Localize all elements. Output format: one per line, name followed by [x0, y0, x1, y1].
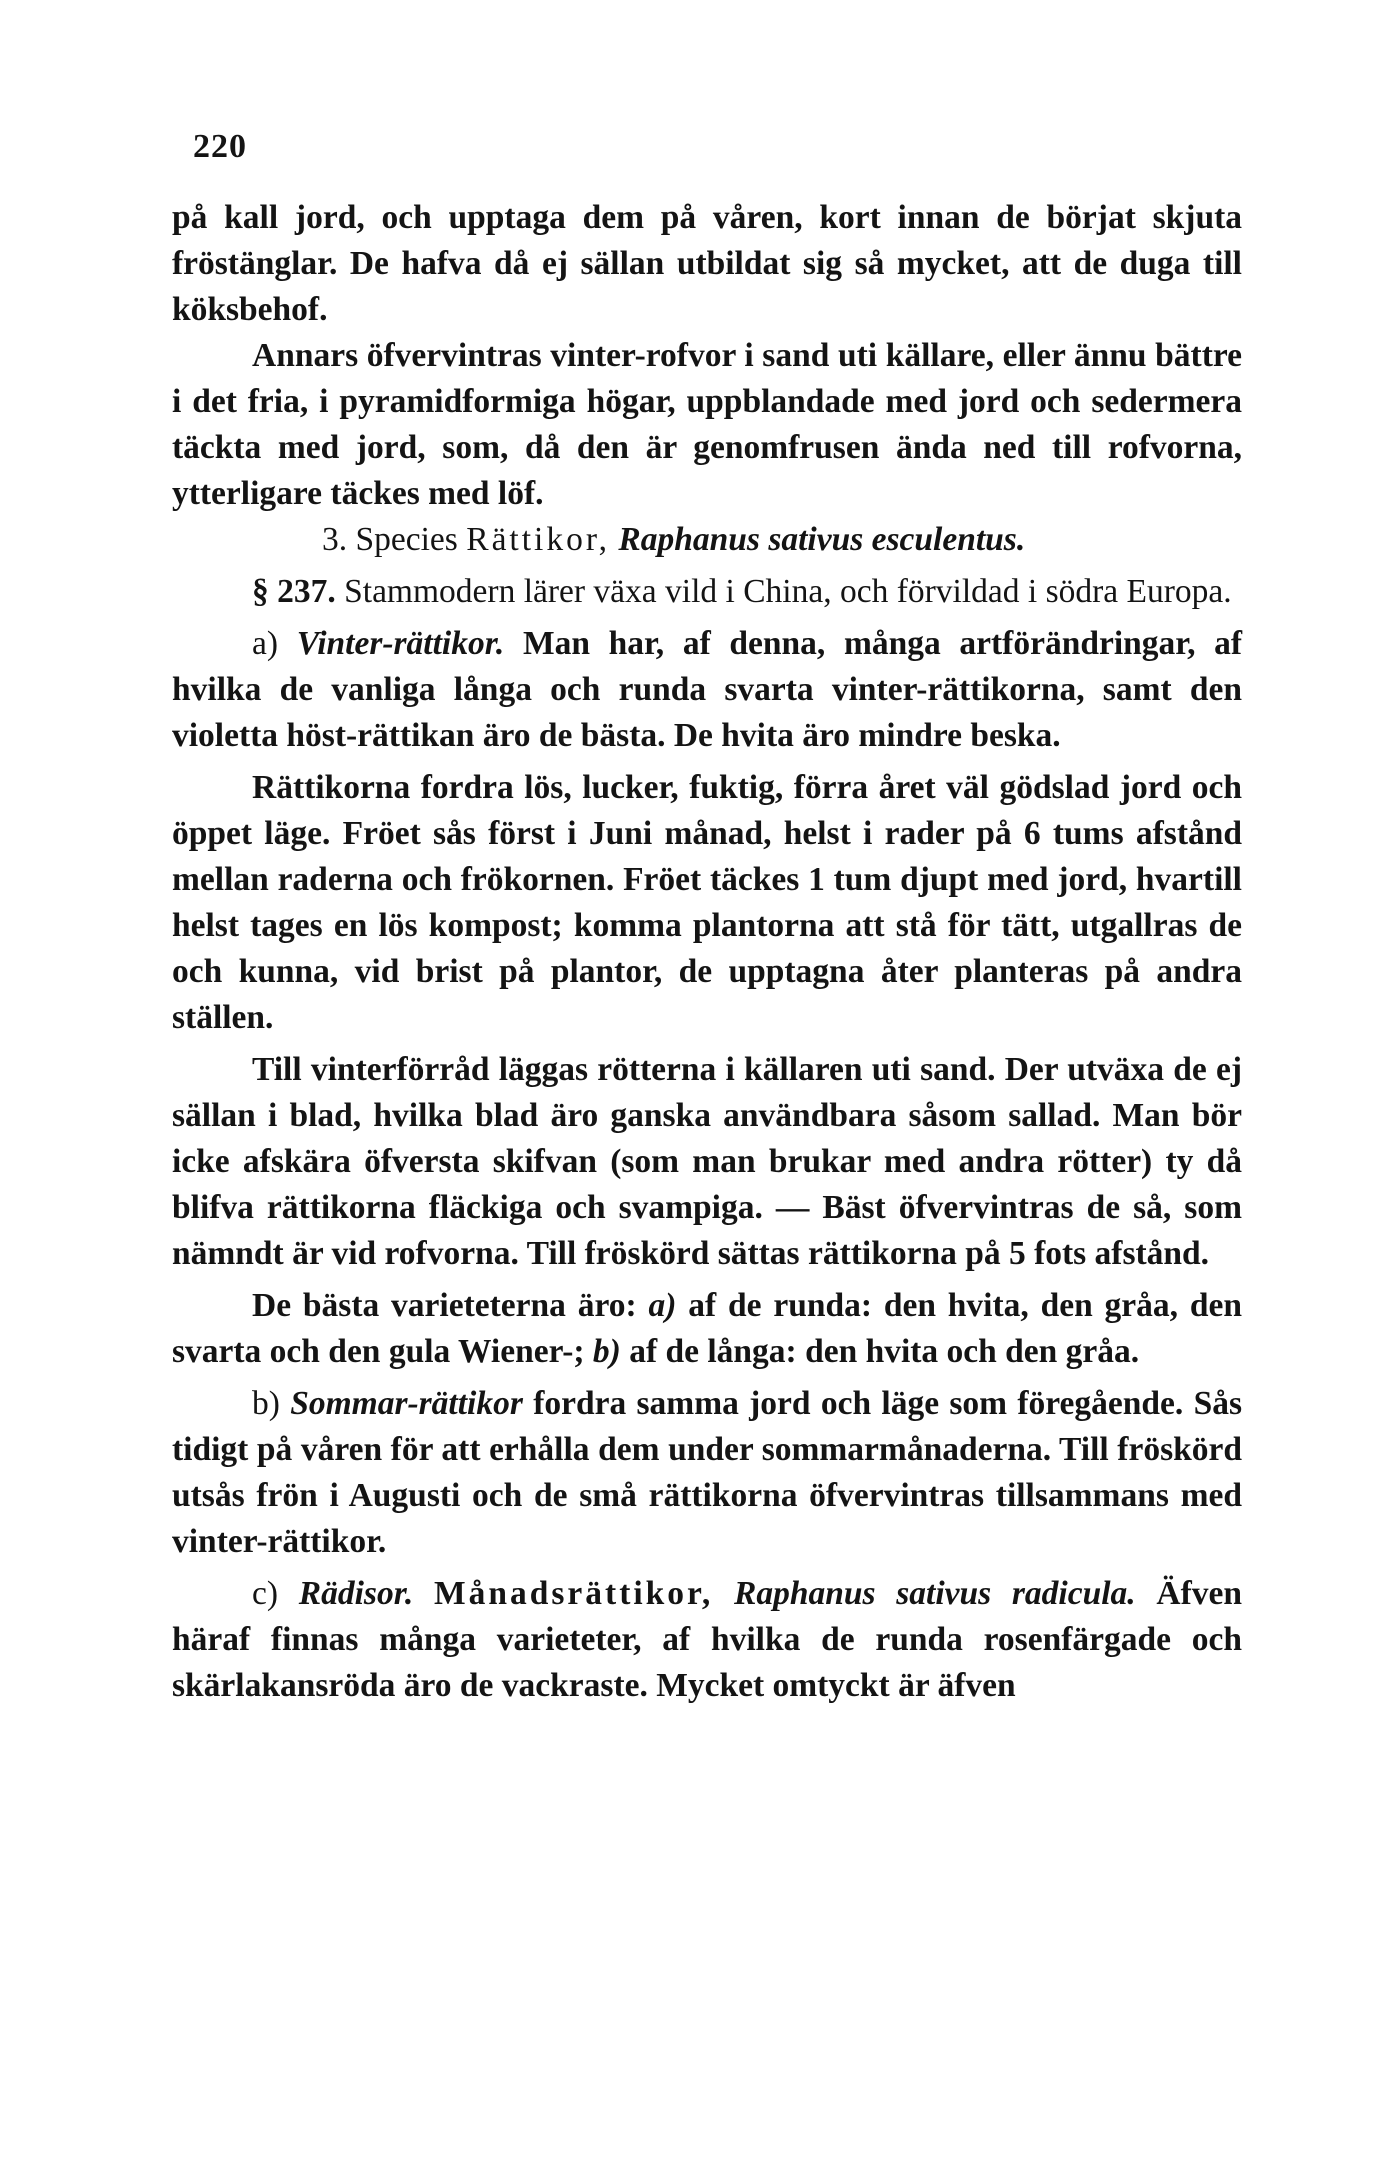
section-number: § 237. [252, 573, 336, 610]
list-label-a: a) [252, 625, 279, 662]
paragraph-soil-requirements: Rättikorna fordra lös, lucker, fuktig, förra året väl gödslad jord och öppet läge. Fröet sås först i Juni månad, helst i rader på 6 tums afstånd mellan raderna och frökornen. Fröet täckes 1 tum djupt med jord, hvartill helst tages en lös kompost; komma plantorna att stå för tätt, utgallras de och kunna, vid brist på plantor, de upptagna åter planteras på andra ställen. [172, 769, 1242, 1036]
term-monthly-radishes: Månadsrättikor, [434, 1575, 714, 1612]
paragraph-winter-storage: Till vinterförråd läggas rötterna i källaren uti sand. Der utväxa de ej sällan i blad, hvilka blad äro ganska användbara såsom sallad. Man bör icke afskära öfversta skifvan (som man brukar med andra rötter) ty då blifva rättikorna fläckiga och svampiga. — Bäst öfvervintras de så, som nämndt är vid rofvorna. Till fröskörd sättas rättikorna på 5 fots afstånd. [172, 1051, 1242, 1272]
term-summer-radishes: Sommar-rättikor [290, 1385, 523, 1422]
varieties-label-b: b) [592, 1333, 621, 1370]
species-name: Rättikor, [466, 521, 611, 558]
small-radishes-text: Äfven häraf finnas många varieteter, af hvilka de runda rosenfärgade och skärlakansröda äro de vackraste. Mycket omtyckt är äfven [172, 1575, 1243, 1704]
body-text [172, 195, 1242, 1709]
paragraph-continuation: på kall jord, och upptaga dem på våren, kort innan de börjat skjuta fröstänglar. De hafva då ej sällan utbildat sig så mycket, att de duga till köksbehof. [172, 199, 1242, 328]
section-text: Stammodern lärer växa vild i China, och förvildad i södra Europa. [344, 573, 1232, 610]
paragraph-section-237 [172, 569, 1242, 615]
paragraph-winter-radishes [172, 621, 1242, 759]
paragraph-varieties [172, 1283, 1242, 1375]
species-number: 3. Species [322, 521, 458, 558]
paragraph-small-radishes [172, 1571, 1242, 1709]
list-label-c: c) [252, 1575, 279, 1612]
term-winter-radishes: Vinter-rättikor. [296, 625, 505, 662]
varieties-label-a: a) [648, 1287, 677, 1324]
summer-radishes-text: fordra samma jord och läge som föregående. Sås tidigt på våren för att erhålla dem under sommarmånaderna. Till fröskörd utsås frön i Augusti och de små rättikorna öfvervintras tillsammans med vinter-rättikor. [172, 1385, 1242, 1560]
varieties-lead: De bästa varieteterna äro: [252, 1287, 637, 1324]
term-small-radishes: Rädisor. [298, 1575, 414, 1612]
varieties-round: af de runda: den hvita, den gråa, den svarta och den gula Wiener-; [172, 1287, 1243, 1370]
small-radishes-latin-name: Raphanus sativus radicula. [733, 1575, 1136, 1612]
page-number: 220 [193, 128, 247, 165]
list-label-b: b) [252, 1385, 280, 1422]
species-latin-name: Raphanus sativus esculentus. [618, 521, 1026, 558]
species-heading [172, 517, 1242, 563]
paragraph-overwintering-turnips: Annars öfvervintras vinter-rofvor i sand uti källare, eller ännu bättre i det fria, i pyramidformiga högar, uppblandade med jord och sedermera täckta med jord, som, då den är genomfrusen ända ned till rofvorna, ytterligare täckes med löf. [172, 337, 1242, 512]
paragraph-summer-radishes [172, 1381, 1242, 1565]
varieties-long: af de långa: den hvita och den gråa. [629, 1333, 1140, 1370]
winter-radishes-text: Man har, af denna, många artförändringar, af hvilka de vanliga långa och runda svarta vinter-rättikorna, samt den violetta höst-rättikan äro de bästa. De hvita äro mindre beska. [172, 625, 1243, 754]
